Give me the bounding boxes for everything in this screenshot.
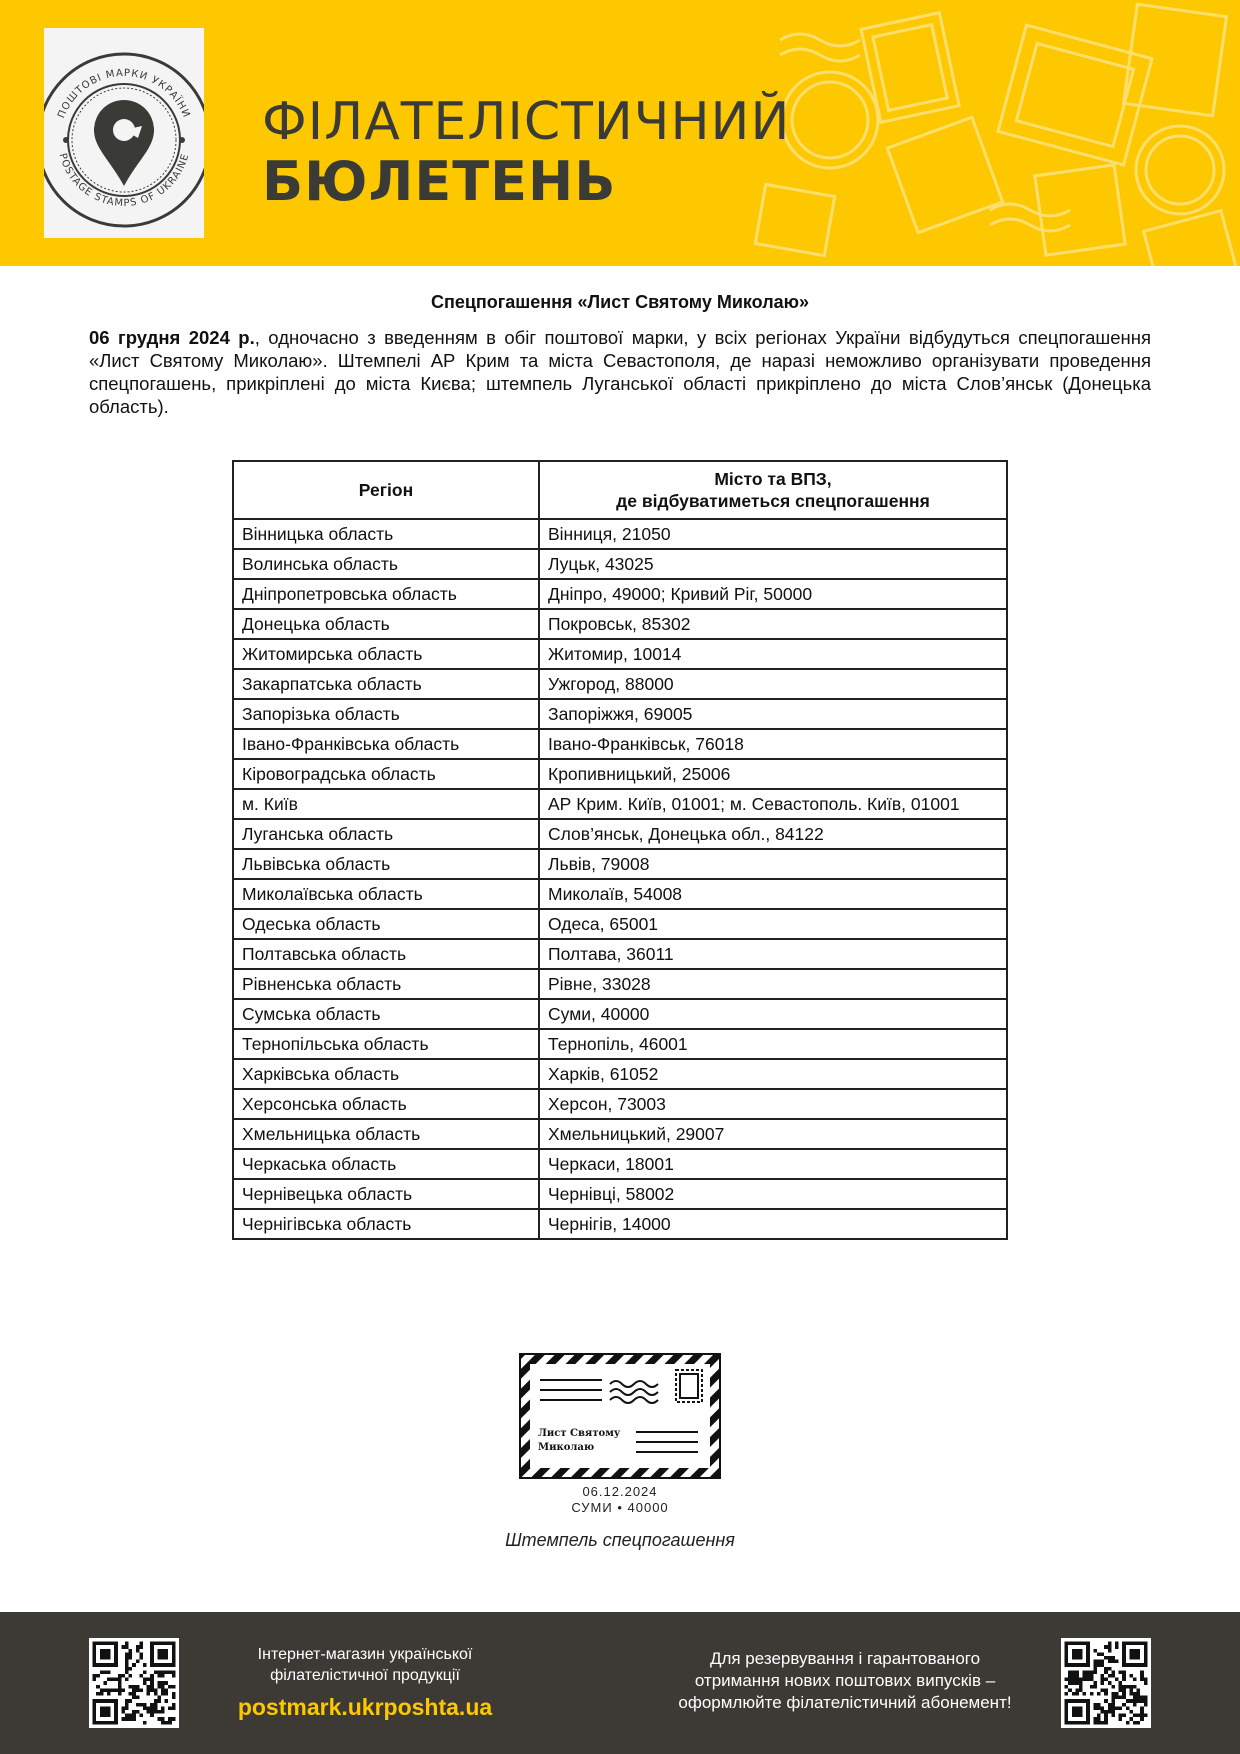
city-cell: Чернігів, 14000 [539,1209,1007,1239]
table-row [233,1059,1007,1089]
city-cell: Суми, 40000 [539,999,1007,1029]
table-row [233,1119,1007,1149]
header-banner [0,0,1240,266]
postmark-city: СУМИ • 40000 [571,1500,669,1515]
city-cell: Полтава, 36011 [539,939,1007,969]
table-row [233,1089,1007,1119]
regions-table [232,460,1008,1240]
postmark-text-line1: Лист Святому [538,1428,621,1439]
city-cell: Одеса, 65001 [539,909,1007,939]
city-cell: Черкаси, 18001 [539,1149,1007,1179]
subscription-line1: Для резервування і гарантованого [709,1649,981,1668]
city-cell: Миколаїв, 54008 [539,879,1007,909]
table-body [233,519,1007,1239]
logo-ring-bottom-text: POSTAGE STAMPS OF UKRAINE [56,152,192,210]
column-header-region: Регіон [233,461,539,519]
region-cell: Івано-Франківська область [233,729,539,759]
table-row [233,579,1007,609]
table-row [233,609,1007,639]
postmark-date: 06.12.2024 [582,1484,658,1499]
region-cell: Дніпропетровська область [233,579,539,609]
document-title: Спецпогашення «Лист Святому Миколаю» [430,292,810,312]
postmark-text-line2: Миколаю [538,1442,595,1453]
table-row [233,1179,1007,1209]
region-cell: м. Київ [233,789,539,819]
region-cell: Рівненська область [233,969,539,999]
table-row [233,969,1007,999]
intro-paragraph [89,326,1151,418]
region-cell: Харківська область [233,1059,539,1089]
table-row [233,729,1007,759]
city-cell: Івано-Франківськ, 76018 [539,729,1007,759]
region-cell: Сумська область [233,999,539,1029]
region-cell: Житомирська область [233,639,539,669]
table-row [233,639,1007,669]
region-cell: Волинська область [233,549,539,579]
postmark-caption: Штемпель спецпогашення [505,1530,735,1550]
table-row [233,819,1007,849]
city-cell: Хмельницький, 29007 [539,1119,1007,1149]
ukrposhta-logo-icon [44,28,204,238]
region-cell: Вінницька область [233,519,539,549]
region-cell: Луганська область [233,819,539,849]
shop-qr-code[interactable] [89,1638,179,1728]
shop-url-link[interactable]: postmark.ukrposhta.ua [237,1694,493,1720]
city-cell: Житомир, 10014 [539,639,1007,669]
column-header-city-line1: Місто та ВПЗ, [714,469,832,489]
region-cell: Чернівецька область [233,1179,539,1209]
qr-code-icon [1061,1638,1151,1728]
subscription-text [665,1648,1025,1714]
city-cell: АР Крим. Київ, 01001; м. Севастополь. Київ, 01001 [539,789,1007,819]
footer [0,1612,1240,1754]
subscription-qr-code[interactable] [1061,1638,1151,1728]
city-cell: Дніпро, 49000; Кривий Ріг, 50000 [539,579,1007,609]
city-cell: Запоріжжя, 69005 [539,699,1007,729]
subscription-line3: оформлюйте філателістичний абонемент! [678,1693,1012,1712]
region-cell: Миколаївська область [233,879,539,909]
table-row [233,1149,1007,1179]
column-header-city-line2: де відбуватиметься спецпогашення [616,491,930,511]
region-cell: Тернопільська область [233,1029,539,1059]
city-cell: Львів, 79008 [539,849,1007,879]
city-cell: Луцьк, 43025 [539,549,1007,579]
region-cell: Одеська область [233,909,539,939]
city-cell: Рівне, 33028 [539,969,1007,999]
city-cell: Херсон, 73003 [539,1089,1007,1119]
region-cell: Закарпатська область [233,669,539,699]
city-cell: Чернівці, 58002 [539,1179,1007,1209]
table-row [233,909,1007,939]
table-row [233,669,1007,699]
intro-date: 06 грудня 2024 р. [89,327,255,348]
region-cell: Чернігівська область [233,1209,539,1239]
table-header-row [233,461,1007,519]
table-row [233,549,1007,579]
region-cell: Донецька область [233,609,539,639]
table-row [233,1209,1007,1239]
city-cell: Тернопіль, 46001 [539,1029,1007,1059]
table-row [233,1029,1007,1059]
table-row [233,999,1007,1029]
bulletin-title-line2: БЮЛЕТЕНЬ [262,150,617,213]
region-cell: Кіровоградська область [233,759,539,789]
region-cell: Черкаська область [233,1149,539,1179]
intro-text: , одночасно з введенням в обіг поштової марки, у всіх регіонах України відбудуться спецпогашення «Лист Святому Миколаю». Штемпелі АР Крим та міста Севастополя, де наразі неможливо організувати проведення спецпогашень, прикріплені до міста Києва; штемпель Луганської області прикріплено до міста Слов’янськ (Донецька область). [89,327,1151,417]
table-row [233,519,1007,549]
column-header-city [539,461,1007,519]
shop-description [220,1644,510,1686]
table-row [233,699,1007,729]
city-cell: Слов’янськ, Донецька обл., 84122 [539,819,1007,849]
city-cell: Покровськ, 85302 [539,609,1007,639]
city-cell: Харків, 61052 [539,1059,1007,1089]
region-cell: Хмельницька область [233,1119,539,1149]
region-cell: Запорізька область [233,699,539,729]
shop-text-line1: Інтернет-магазин української [257,1646,473,1663]
logo-stamp [44,28,204,238]
subscription-line2: отримання нових поштових випусків – [694,1671,996,1690]
region-cell: Львівська область [233,849,539,879]
table-row [233,849,1007,879]
table-row [233,879,1007,909]
city-cell: Вінниця, 21050 [539,519,1007,549]
region-cell: Полтавська область [233,939,539,969]
shop-text-line2: філателістичної продукції [270,1667,460,1684]
region-cell: Херсонська область [233,1089,539,1119]
table-row [233,759,1007,789]
city-cell: Кропивницький, 25006 [539,759,1007,789]
qr-code-icon [89,1638,179,1728]
logo-ring-top-text: ПОШТОВІ МАРКИ УКРАЇНИ [56,67,192,120]
bulletin-title-line1: ФІЛАТЕЛІСТИЧНИЙ [262,92,791,152]
table-row [233,789,1007,819]
table-row [233,939,1007,969]
special-cancellation-postmark [518,1352,722,1480]
city-cell: Ужгород, 88000 [539,669,1007,699]
